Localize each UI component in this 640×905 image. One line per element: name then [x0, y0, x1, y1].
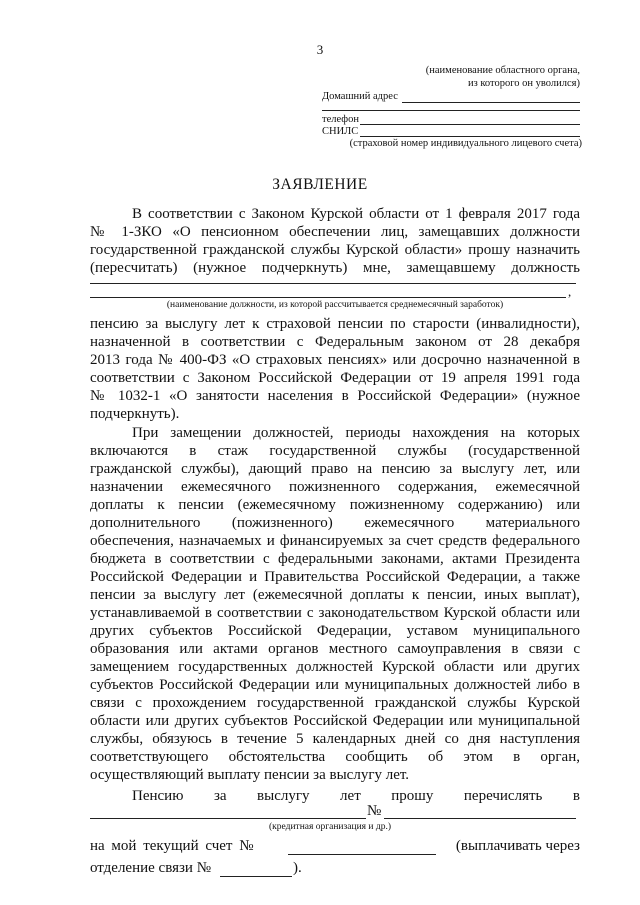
para1-line2: № 1-ЗКО «О пенсионном обеспечении лиц, замещавших должности [90, 224, 580, 240]
home-address-field-line2[interactable] [322, 110, 580, 111]
position-field-line2[interactable] [90, 297, 566, 298]
para2-line1: пенсию за выслугу лет к страховой пенсии по старости (инвалидности), [90, 316, 580, 332]
bank-number-field[interactable] [384, 818, 576, 819]
para3-line6: дополнительного (пожизненного) ежемесячного материального [90, 515, 580, 531]
home-address-label: Домашний адрес [322, 91, 398, 102]
para3-line13: образования или актами органов местного самоуправления в связи с [90, 641, 580, 657]
position-caption: (наименование должности, из которой рассчитывается среднемесячный заработок) [166, 300, 504, 310]
para3-line18: службы, обязуюсь в течение 5 календарных дней со дня наступления [90, 731, 580, 747]
organ-caption-line2: из которого он уволился) [467, 78, 580, 89]
para3-line5: доплаты к пенсии (ежемесячному пожизненному содержанию) или [90, 497, 580, 513]
page-number: 3 [316, 42, 324, 57]
para3-line7: обеспечения, назначаемых и финансируемых за счет средств федерального [90, 533, 580, 549]
para3-line12: других субъектов Российской Федерации, уставом муниципального [90, 623, 580, 639]
para2-line2: назначенной в соответствии с Федеральным законом от 28 декабря [90, 334, 580, 350]
bank-field[interactable] [90, 818, 366, 819]
account-number-field[interactable] [288, 854, 436, 855]
account-suffix: (выплачивать через [455, 838, 580, 854]
post-office-prefix: отделение связи № [90, 860, 212, 876]
para3-line15: субъектов Российской Федерации или муниципальных должностей либо в [90, 677, 580, 693]
para1-line4: (пересчитать) (нужное подчеркнуть) мне, замещавшему должность [90, 260, 580, 276]
para2-line6: подчеркнуть). [90, 406, 180, 422]
para3-line3: гражданской службы), дающий право на пенсию за выслугу лет, или [90, 461, 580, 477]
document-title: ЗАЯВЛЕНИЕ [272, 176, 368, 193]
para3-line14: замещением государственных должностей Курской области или других [90, 659, 580, 675]
transfer-line1: Пенсию за выслугу лет прошу перечислять в [132, 788, 580, 804]
para2-line5: № 1032-1 «О занятости населения в Российской Федерации» (нужное [90, 388, 580, 404]
home-address-field[interactable] [402, 102, 580, 103]
para3-line19: соответствующего обстоятельства сообщить об этом в орган, [90, 749, 580, 765]
position-comma: , [568, 284, 572, 299]
para3-line1: При замещении должностей, периоды нахождения на которых [132, 425, 580, 441]
para3-line10: пенсии за выслугу лет (ежемесячной доплаты к пенсии, иных выплат), [90, 587, 580, 603]
para2-line4: соответствии с Законом Российской Федерации от 19 апреля 1991 года [90, 370, 580, 386]
para1-line1: В соответствии с Законом Курской области от 1 февраля 2017 года [132, 206, 580, 222]
bank-number-sign: № [367, 803, 382, 819]
organ-caption-line1: (наименование областного органа, [425, 65, 580, 76]
phone-label: телефон [322, 114, 359, 125]
position-field-line1[interactable] [90, 283, 576, 284]
para3-line11: устанавливаемой в соответствии с законодательством Курской области или [90, 605, 580, 621]
phone-field[interactable] [360, 124, 580, 125]
snils-caption: (страховой номер индивидуального лицевого счета) [349, 138, 582, 149]
para3-line16: связи с прохождением государственной гражданской службы Курской [90, 695, 580, 711]
snils-label: СНИЛС [322, 126, 359, 137]
para3-line4: назначении ежемесячного пожизненного содержания, ежемесячной [90, 479, 580, 495]
para2-line3: 2013 года № 400-ФЗ «О страховых пенсиях» или досрочно назначенной в [90, 352, 580, 368]
para3-line2: включаются в стаж государственной службы (государственной [90, 443, 580, 459]
para3-line17: области или других субъектов Российской Федерации или муниципальной [90, 713, 580, 729]
para1-line3: государственной гражданской службы Курской области» прошу назначить [90, 242, 580, 258]
post-office-number-field[interactable] [220, 876, 292, 877]
para3-line8: бюджета в соответствии с федеральными законами, актами Президента [90, 551, 580, 567]
post-office-suffix: ). [293, 860, 302, 876]
para3-line20: осуществляющий выплату пенсии за выслугу лет. [90, 767, 410, 783]
para3-line9: Российской Федерации и Правительства Российской Федерации, а также [90, 569, 580, 585]
account-prefix: на мой текущий счет № [90, 838, 254, 854]
bank-caption: (кредитная организация и др.) [269, 822, 391, 832]
